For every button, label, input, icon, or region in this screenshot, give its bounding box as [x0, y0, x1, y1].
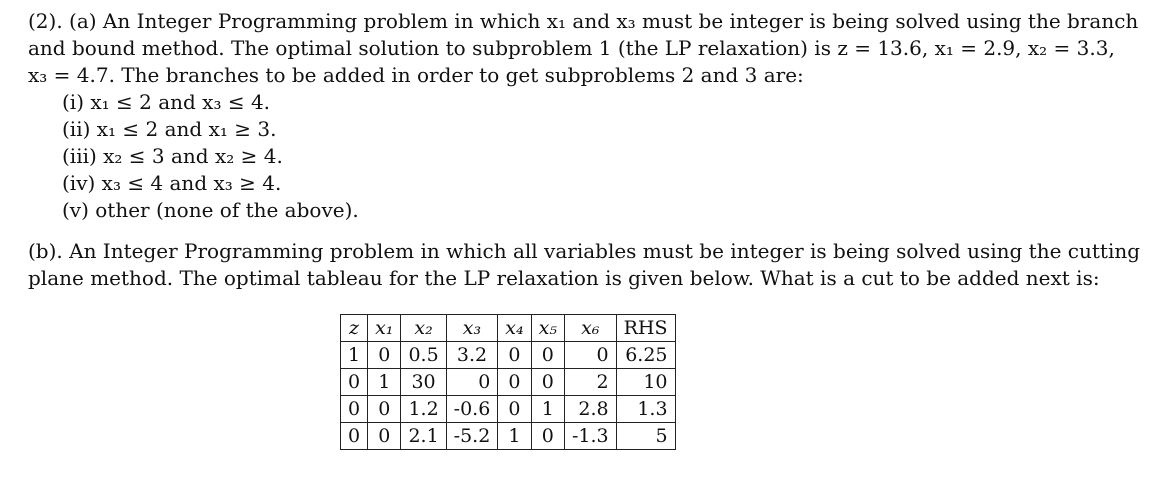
table-cell: 0 — [531, 423, 564, 450]
table-cell: 2 — [564, 369, 616, 396]
table-cell: 2.1 — [401, 423, 446, 450]
table-cell: 0 — [341, 423, 368, 450]
table-cell: 30 — [401, 369, 446, 396]
table-cell: 1 — [341, 342, 368, 369]
header-x3: x₃ — [446, 315, 498, 342]
table-cell: 1 — [498, 423, 531, 450]
table-cell: 3.2 — [446, 342, 498, 369]
header-rhs: RHS — [616, 315, 675, 342]
option-iii: (iii) x₂ ≤ 3 and x₂ ≥ 4. — [62, 144, 283, 168]
table-cell: 1 — [368, 369, 401, 396]
simplex-tableau — [340, 314, 676, 450]
table-cell: 2.8 — [564, 396, 616, 423]
table-cell: 0 — [498, 342, 531, 369]
header-x1: x₁ — [368, 315, 401, 342]
table-cell: 0 — [368, 423, 401, 450]
table-cell: 0 — [531, 369, 564, 396]
header-z: z — [341, 315, 368, 342]
table-cell: 0 — [564, 342, 616, 369]
table-cell: 0 — [368, 342, 401, 369]
table-row — [341, 423, 676, 450]
option-iv: (iv) x₃ ≤ 4 and x₃ ≥ 4. — [62, 171, 282, 195]
table-cell: 1.2 — [401, 396, 446, 423]
table-cell: 0 — [498, 369, 531, 396]
table-row — [341, 342, 676, 369]
header-x6: x₆ — [564, 315, 616, 342]
part-b-line-1: (b). An Integer Programming problem in which all variables must be integer is being solved using the cutting — [28, 239, 1141, 263]
part-b-line-2: plane method. The optimal tableau for the LP relaxation is given below. What is a cut to be added next is: — [28, 266, 1100, 290]
table-cell: 5 — [616, 423, 675, 450]
table-cell: 1 — [531, 396, 564, 423]
option-v: (v) other (none of the above). — [62, 198, 359, 222]
table-cell: 0 — [368, 396, 401, 423]
table-cell: -1.3 — [564, 423, 616, 450]
header-x2: x₂ — [401, 315, 446, 342]
table-cell: -0.6 — [446, 396, 498, 423]
table-cell: 0 — [341, 369, 368, 396]
table-cell: 6.25 — [616, 342, 675, 369]
table-cell: 0 — [531, 342, 564, 369]
part-a-line-2: and bound method. The optimal solution to subproblem 1 (the LP relaxation) is z = 13.6, x₁ = 2.9, x₂ = 3.3, — [28, 36, 1115, 60]
table-cell: 0 — [498, 396, 531, 423]
table-row — [341, 396, 676, 423]
part-a-line-1: (2). (a) An Integer Programming problem in which x₁ and x₃ must be integer is being solved using the branch — [28, 9, 1139, 33]
table-cell: 0.5 — [401, 342, 446, 369]
table-cell: 10 — [616, 369, 675, 396]
option-ii: (ii) x₁ ≤ 2 and x₁ ≥ 3. — [62, 117, 277, 141]
tableau-header-row — [341, 315, 676, 342]
table-cell: 1.3 — [616, 396, 675, 423]
table-cell: 0 — [341, 396, 368, 423]
option-i: (i) x₁ ≤ 2 and x₃ ≤ 4. — [62, 90, 271, 114]
table-cell: -5.2 — [446, 423, 498, 450]
part-a-line-3: x₃ = 4.7. The branches to be added in order to get subproblems 2 and 3 are: — [28, 63, 804, 87]
header-x5: x₅ — [531, 315, 564, 342]
table-cell: 0 — [446, 369, 498, 396]
table-row — [341, 369, 676, 396]
header-x4: x₄ — [498, 315, 531, 342]
